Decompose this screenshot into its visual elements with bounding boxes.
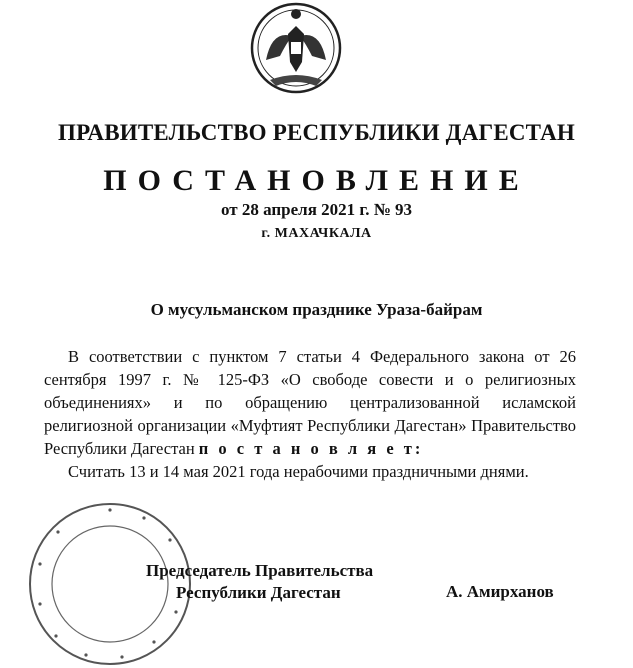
signatory-title-line-1: Председатель Правительства bbox=[146, 561, 374, 580]
date-and-number: от 28 апреля 2021 г. № 93 bbox=[220, 200, 413, 219]
city: г. МАХАЧКАЛА bbox=[261, 226, 372, 241]
document-body bbox=[44, 345, 576, 483]
main-paragraph bbox=[44, 345, 576, 460]
signatory-title bbox=[146, 560, 373, 604]
paragraph-text: В соответствии с пунктом 7 статьи 4 Федерального закона от 26 сентября 1997 г. № 125-ФЗ «О свободе совести и о религиозных объединениях» и по обращению централизованной исламской религиозной организации «Муфтият Республики Дагестан» Правительство Республики Дагестан bbox=[44, 347, 576, 458]
signatory-name: А. Амирханов bbox=[446, 582, 554, 601]
coat-of-arms-emblem bbox=[236, 0, 356, 96]
document-subject: О мусульманском празднике Ураза-байрам bbox=[150, 300, 483, 319]
decision-paragraph: Считать 13 и 14 мая 2021 года нерабочими праздничными днями. bbox=[68, 462, 529, 481]
document-type-title: ПОСТАНОВЛЕНИЕ bbox=[103, 164, 530, 197]
government-name: ПРАВИТЕЛЬСТВО РЕСПУБЛИКИ ДАГЕСТАН bbox=[58, 120, 575, 145]
resolves-word: п о с т а н о в л я е т: bbox=[198, 439, 424, 458]
signatory-title-line-2: Республики Дагестан bbox=[176, 583, 341, 602]
